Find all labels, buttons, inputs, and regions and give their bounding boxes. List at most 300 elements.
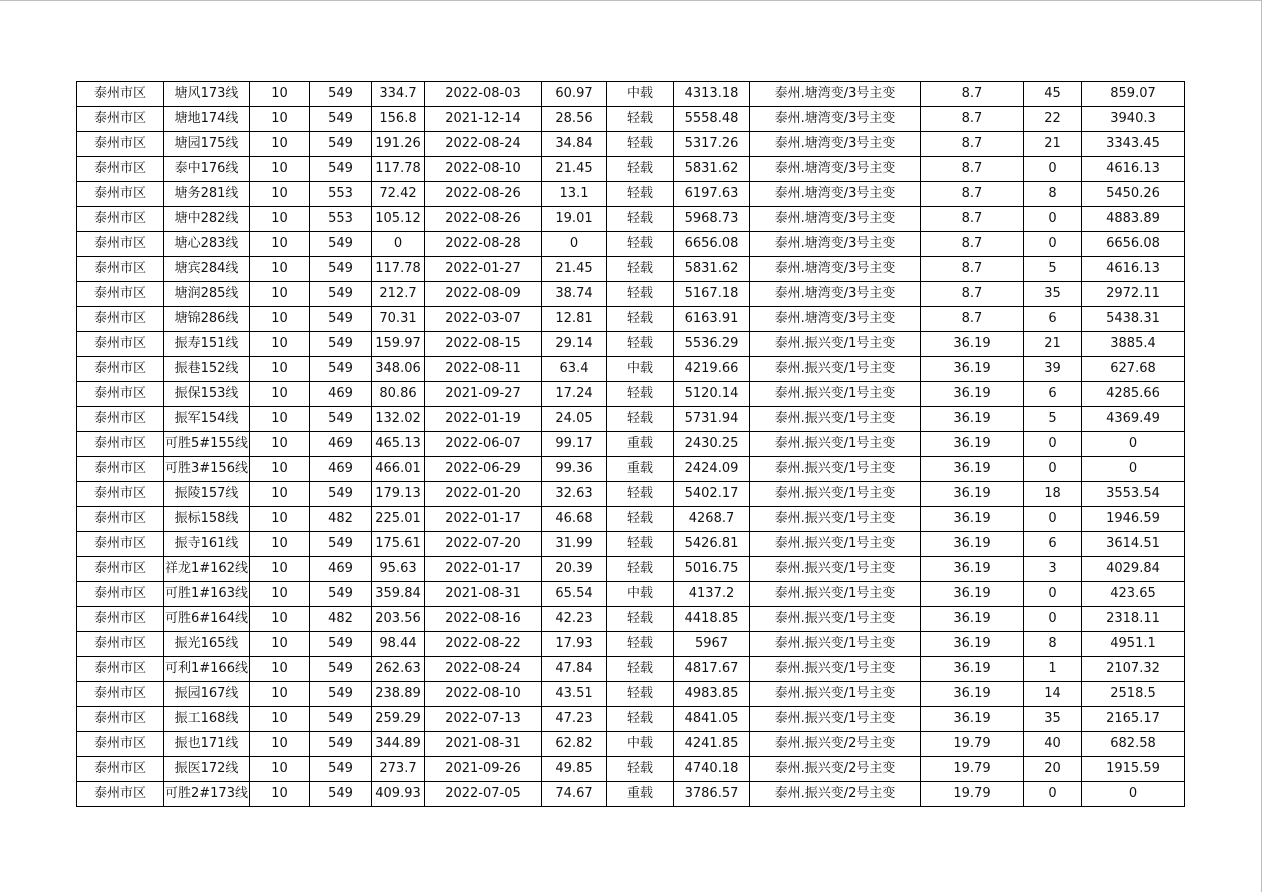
cell-date: 2022-07-13 — [425, 707, 542, 732]
cell-date: 2022-08-15 — [425, 332, 542, 357]
cell-load-rate: 29.14 — [542, 332, 607, 357]
cell-current: 273.7 — [372, 757, 425, 782]
cell-area: 泰州市区 — [77, 582, 164, 607]
cell-load-rate: 21.45 — [542, 157, 607, 182]
cell-remaining-capacity: 4369.49 — [1082, 407, 1185, 432]
cell-rated-current: 549 — [310, 482, 372, 507]
cell-date: 2022-08-03 — [425, 82, 542, 107]
cell-date: 2022-08-16 — [425, 607, 542, 632]
cell-load-status: 轻载 — [607, 307, 674, 332]
cell-load-rate: 60.97 — [542, 82, 607, 107]
cell-available-capacity: 4137.2 — [674, 582, 750, 607]
cell-voltage: 10 — [250, 232, 310, 257]
cell-transformer-value: 19.79 — [921, 732, 1024, 757]
cell-area: 泰州市区 — [77, 82, 164, 107]
cell-remaining-capacity: 0 — [1082, 782, 1185, 807]
cell-transformer-value: 36.19 — [921, 332, 1024, 357]
cell-substation-transformer: 泰州.振兴变/1号主变 — [750, 407, 921, 432]
table-row — [77, 257, 1185, 282]
cell-load-rate: 21.45 — [542, 257, 607, 282]
cell-area: 泰州市区 — [77, 432, 164, 457]
cell-count: 21 — [1024, 132, 1082, 157]
cell-voltage: 10 — [250, 457, 310, 482]
cell-load-status: 中载 — [607, 357, 674, 382]
cell-current: 175.61 — [372, 532, 425, 557]
cell-available-capacity: 5016.75 — [674, 557, 750, 582]
cell-substation-transformer: 泰州.塘湾变/3号主变 — [750, 82, 921, 107]
cell-available-capacity: 6656.08 — [674, 232, 750, 257]
table-row — [77, 307, 1185, 332]
cell-voltage: 10 — [250, 782, 310, 807]
cell-remaining-capacity: 859.07 — [1082, 82, 1185, 107]
cell-area: 泰州市区 — [77, 757, 164, 782]
cell-line-name: 塘园175线 — [164, 132, 250, 157]
cell-current: 225.01 — [372, 507, 425, 532]
cell-load-status: 轻载 — [607, 607, 674, 632]
cell-area: 泰州市区 — [77, 682, 164, 707]
cell-current: 117.78 — [372, 257, 425, 282]
cell-line-name: 塘风173线 — [164, 82, 250, 107]
cell-substation-transformer: 泰州.振兴变/1号主变 — [750, 457, 921, 482]
cell-count: 14 — [1024, 682, 1082, 707]
cell-substation-transformer: 泰州.塘湾变/3号主变 — [750, 257, 921, 282]
cell-current: 95.63 — [372, 557, 425, 582]
cell-available-capacity: 5317.26 — [674, 132, 750, 157]
cell-current: 191.26 — [372, 132, 425, 157]
cell-area: 泰州市区 — [77, 532, 164, 557]
cell-voltage: 10 — [250, 582, 310, 607]
cell-transformer-value: 8.7 — [921, 182, 1024, 207]
cell-load-rate: 17.93 — [542, 632, 607, 657]
cell-current: 179.13 — [372, 482, 425, 507]
cell-voltage: 10 — [250, 382, 310, 407]
cell-voltage: 10 — [250, 732, 310, 757]
cell-load-rate: 63.4 — [542, 357, 607, 382]
cell-rated-current: 549 — [310, 307, 372, 332]
cell-current: 466.01 — [372, 457, 425, 482]
cell-available-capacity: 4268.7 — [674, 507, 750, 532]
cell-rated-current: 549 — [310, 357, 372, 382]
cell-remaining-capacity: 5438.31 — [1082, 307, 1185, 332]
cell-current: 70.31 — [372, 307, 425, 332]
cell-available-capacity: 4418.85 — [674, 607, 750, 632]
cell-voltage: 10 — [250, 557, 310, 582]
cell-count: 39 — [1024, 357, 1082, 382]
cell-date: 2021-09-27 — [425, 382, 542, 407]
cell-area: 泰州市区 — [77, 632, 164, 657]
cell-available-capacity: 5402.17 — [674, 482, 750, 507]
table-row — [77, 207, 1185, 232]
cell-load-rate: 17.24 — [542, 382, 607, 407]
cell-voltage: 10 — [250, 257, 310, 282]
cell-load-status: 轻载 — [607, 757, 674, 782]
cell-load-rate: 31.99 — [542, 532, 607, 557]
cell-current: 98.44 — [372, 632, 425, 657]
cell-voltage: 10 — [250, 632, 310, 657]
cell-load-status: 轻载 — [607, 157, 674, 182]
cell-substation-transformer: 泰州.振兴变/2号主变 — [750, 732, 921, 757]
cell-remaining-capacity: 4616.13 — [1082, 157, 1185, 182]
cell-line-name: 塘务281线 — [164, 182, 250, 207]
cell-date: 2022-08-28 — [425, 232, 542, 257]
cell-load-rate: 0 — [542, 232, 607, 257]
cell-line-name: 振园167线 — [164, 682, 250, 707]
cell-count: 0 — [1024, 782, 1082, 807]
cell-count: 0 — [1024, 232, 1082, 257]
page-edge-top — [0, 0, 1262, 1]
cell-area: 泰州市区 — [77, 107, 164, 132]
cell-substation-transformer: 泰州.振兴变/2号主变 — [750, 757, 921, 782]
table-row — [77, 432, 1185, 457]
cell-load-rate: 34.84 — [542, 132, 607, 157]
cell-line-name: 振工168线 — [164, 707, 250, 732]
cell-count: 22 — [1024, 107, 1082, 132]
cell-rated-current: 549 — [310, 582, 372, 607]
cell-substation-transformer: 泰州.振兴变/1号主变 — [750, 632, 921, 657]
cell-area: 泰州市区 — [77, 132, 164, 157]
cell-load-status: 轻载 — [607, 632, 674, 657]
cell-load-status: 轻载 — [607, 657, 674, 682]
cell-count: 6 — [1024, 532, 1082, 557]
table-row — [77, 157, 1185, 182]
cell-count: 0 — [1024, 507, 1082, 532]
cell-transformer-value: 36.19 — [921, 482, 1024, 507]
cell-load-status: 轻载 — [607, 532, 674, 557]
table-row — [77, 407, 1185, 432]
cell-remaining-capacity: 2107.32 — [1082, 657, 1185, 682]
cell-area: 泰州市区 — [77, 482, 164, 507]
cell-load-status: 重载 — [607, 782, 674, 807]
cell-available-capacity: 3786.57 — [674, 782, 750, 807]
cell-area: 泰州市区 — [77, 657, 164, 682]
table-row — [77, 282, 1185, 307]
cell-date: 2022-08-26 — [425, 182, 542, 207]
cell-available-capacity: 5831.62 — [674, 157, 750, 182]
cell-available-capacity: 5167.18 — [674, 282, 750, 307]
cell-voltage: 10 — [250, 657, 310, 682]
cell-load-rate: 99.17 — [542, 432, 607, 457]
cell-available-capacity: 5426.81 — [674, 532, 750, 557]
cell-count: 40 — [1024, 732, 1082, 757]
cell-count: 0 — [1024, 157, 1082, 182]
cell-area: 泰州市区 — [77, 507, 164, 532]
cell-load-rate: 19.01 — [542, 207, 607, 232]
table-row — [77, 707, 1185, 732]
cell-current: 334.7 — [372, 82, 425, 107]
cell-available-capacity: 2424.09 — [674, 457, 750, 482]
cell-voltage: 10 — [250, 507, 310, 532]
table-row — [77, 532, 1185, 557]
cell-load-status: 轻载 — [607, 232, 674, 257]
cell-load-rate: 47.23 — [542, 707, 607, 732]
cell-current: 238.89 — [372, 682, 425, 707]
cell-load-rate: 46.68 — [542, 507, 607, 532]
cell-remaining-capacity: 1915.59 — [1082, 757, 1185, 782]
cell-available-capacity: 6163.91 — [674, 307, 750, 332]
cell-count: 45 — [1024, 82, 1082, 107]
cell-available-capacity: 5968.73 — [674, 207, 750, 232]
cell-remaining-capacity: 0 — [1082, 432, 1185, 457]
cell-date: 2022-07-05 — [425, 782, 542, 807]
cell-area: 泰州市区 — [77, 207, 164, 232]
table-row — [77, 232, 1185, 257]
cell-transformer-value: 36.19 — [921, 657, 1024, 682]
cell-current: 203.56 — [372, 607, 425, 632]
cell-load-status: 轻载 — [607, 707, 674, 732]
cell-voltage: 10 — [250, 132, 310, 157]
cell-voltage: 10 — [250, 707, 310, 732]
cell-line-name: 振标158线 — [164, 507, 250, 532]
cell-current: 212.7 — [372, 282, 425, 307]
cell-rated-current: 549 — [310, 732, 372, 757]
cell-remaining-capacity: 3885.4 — [1082, 332, 1185, 357]
table-row — [77, 457, 1185, 482]
cell-line-name: 塘宾284线 — [164, 257, 250, 282]
cell-load-rate: 43.51 — [542, 682, 607, 707]
cell-substation-transformer: 泰州.塘湾变/3号主变 — [750, 132, 921, 157]
cell-rated-current: 549 — [310, 107, 372, 132]
cell-transformer-value: 8.7 — [921, 82, 1024, 107]
cell-substation-transformer: 泰州.振兴变/2号主变 — [750, 782, 921, 807]
cell-rated-current: 469 — [310, 457, 372, 482]
cell-substation-transformer: 泰州.振兴变/1号主变 — [750, 582, 921, 607]
cell-rated-current: 549 — [310, 632, 372, 657]
cell-load-rate: 42.23 — [542, 607, 607, 632]
cell-date: 2022-06-29 — [425, 457, 542, 482]
cell-transformer-value: 36.19 — [921, 407, 1024, 432]
cell-current: 105.12 — [372, 207, 425, 232]
cell-remaining-capacity: 3553.54 — [1082, 482, 1185, 507]
table-row — [77, 782, 1185, 807]
cell-line-name: 塘中282线 — [164, 207, 250, 232]
cell-transformer-value: 36.19 — [921, 557, 1024, 582]
cell-voltage: 10 — [250, 432, 310, 457]
cell-load-rate: 12.81 — [542, 307, 607, 332]
cell-substation-transformer: 泰州.塘湾变/3号主变 — [750, 282, 921, 307]
cell-date: 2021-08-31 — [425, 582, 542, 607]
table-row — [77, 482, 1185, 507]
cell-load-status: 轻载 — [607, 132, 674, 157]
cell-transformer-value: 36.19 — [921, 357, 1024, 382]
cell-load-rate: 24.05 — [542, 407, 607, 432]
cell-rated-current: 549 — [310, 757, 372, 782]
cell-voltage: 10 — [250, 332, 310, 357]
cell-line-name: 振寺161线 — [164, 532, 250, 557]
cell-date: 2021-12-14 — [425, 107, 542, 132]
cell-load-status: 轻载 — [607, 407, 674, 432]
cell-area: 泰州市区 — [77, 732, 164, 757]
table-row — [77, 632, 1185, 657]
cell-count: 0 — [1024, 607, 1082, 632]
table-body — [77, 82, 1185, 807]
cell-remaining-capacity: 4285.66 — [1082, 382, 1185, 407]
cell-load-rate: 65.54 — [542, 582, 607, 607]
table-row — [77, 582, 1185, 607]
cell-load-status: 轻载 — [607, 107, 674, 132]
cell-date: 2022-08-09 — [425, 282, 542, 307]
cell-available-capacity: 5120.14 — [674, 382, 750, 407]
cell-rated-current: 482 — [310, 507, 372, 532]
cell-load-status: 轻载 — [607, 332, 674, 357]
cell-remaining-capacity: 1946.59 — [1082, 507, 1185, 532]
cell-load-status: 中载 — [607, 82, 674, 107]
cell-remaining-capacity: 627.68 — [1082, 357, 1185, 382]
cell-area: 泰州市区 — [77, 407, 164, 432]
cell-current: 80.86 — [372, 382, 425, 407]
cell-load-rate: 38.74 — [542, 282, 607, 307]
cell-count: 0 — [1024, 432, 1082, 457]
cell-load-rate: 32.63 — [542, 482, 607, 507]
cell-load-rate: 28.56 — [542, 107, 607, 132]
cell-load-rate: 47.84 — [542, 657, 607, 682]
cell-current: 156.8 — [372, 107, 425, 132]
cell-remaining-capacity: 2518.5 — [1082, 682, 1185, 707]
cell-rated-current: 549 — [310, 157, 372, 182]
cell-transformer-value: 8.7 — [921, 282, 1024, 307]
cell-substation-transformer: 泰州.振兴变/1号主变 — [750, 482, 921, 507]
cell-substation-transformer: 泰州.振兴变/1号主变 — [750, 532, 921, 557]
cell-rated-current: 549 — [310, 707, 372, 732]
cell-substation-transformer: 泰州.振兴变/1号主变 — [750, 432, 921, 457]
cell-area: 泰州市区 — [77, 182, 164, 207]
table-row — [77, 507, 1185, 532]
cell-available-capacity: 4740.18 — [674, 757, 750, 782]
cell-count: 35 — [1024, 707, 1082, 732]
cell-load-rate: 62.82 — [542, 732, 607, 757]
table-row — [77, 332, 1185, 357]
cell-current: 117.78 — [372, 157, 425, 182]
cell-remaining-capacity: 5450.26 — [1082, 182, 1185, 207]
table-row — [77, 132, 1185, 157]
cell-line-name: 振巷152线 — [164, 357, 250, 382]
cell-substation-transformer: 泰州.振兴变/1号主变 — [750, 557, 921, 582]
cell-voltage: 10 — [250, 407, 310, 432]
cell-substation-transformer: 泰州.振兴变/1号主变 — [750, 657, 921, 682]
cell-area: 泰州市区 — [77, 357, 164, 382]
cell-rated-current: 469 — [310, 382, 372, 407]
cell-available-capacity: 4817.67 — [674, 657, 750, 682]
cell-date: 2022-01-20 — [425, 482, 542, 507]
table-row — [77, 357, 1185, 382]
cell-current: 72.42 — [372, 182, 425, 207]
cell-current: 0 — [372, 232, 425, 257]
cell-date: 2022-08-10 — [425, 157, 542, 182]
cell-transformer-value: 8.7 — [921, 307, 1024, 332]
cell-available-capacity: 4219.66 — [674, 357, 750, 382]
cell-remaining-capacity: 3940.3 — [1082, 107, 1185, 132]
cell-load-status: 轻载 — [607, 207, 674, 232]
cell-area: 泰州市区 — [77, 232, 164, 257]
cell-load-rate: 99.36 — [542, 457, 607, 482]
cell-load-status: 轻载 — [607, 382, 674, 407]
cell-substation-transformer: 泰州.塘湾变/3号主变 — [750, 307, 921, 332]
cell-rated-current: 549 — [310, 407, 372, 432]
cell-line-name: 塘地174线 — [164, 107, 250, 132]
cell-load-status: 轻载 — [607, 557, 674, 582]
cell-remaining-capacity: 3614.51 — [1082, 532, 1185, 557]
cell-available-capacity: 2430.25 — [674, 432, 750, 457]
cell-transformer-value: 8.7 — [921, 107, 1024, 132]
cell-transformer-value: 8.7 — [921, 132, 1024, 157]
cell-remaining-capacity: 4616.13 — [1082, 257, 1185, 282]
cell-count: 6 — [1024, 382, 1082, 407]
cell-substation-transformer: 泰州.振兴变/1号主变 — [750, 707, 921, 732]
cell-rated-current: 549 — [310, 132, 372, 157]
cell-line-name: 振陵157线 — [164, 482, 250, 507]
cell-count: 8 — [1024, 632, 1082, 657]
cell-date: 2022-01-27 — [425, 257, 542, 282]
cell-substation-transformer: 泰州.振兴变/1号主变 — [750, 507, 921, 532]
cell-available-capacity: 5731.94 — [674, 407, 750, 432]
cell-transformer-value: 19.79 — [921, 782, 1024, 807]
cell-remaining-capacity: 2318.11 — [1082, 607, 1185, 632]
cell-rated-current: 549 — [310, 232, 372, 257]
cell-available-capacity: 5831.62 — [674, 257, 750, 282]
cell-transformer-value: 8.7 — [921, 157, 1024, 182]
cell-load-status: 中载 — [607, 732, 674, 757]
cell-count: 0 — [1024, 457, 1082, 482]
cell-substation-transformer: 泰州.塘湾变/3号主变 — [750, 182, 921, 207]
cell-substation-transformer: 泰州.振兴变/1号主变 — [750, 607, 921, 632]
cell-load-status: 轻载 — [607, 507, 674, 532]
cell-count: 5 — [1024, 257, 1082, 282]
cell-rated-current: 549 — [310, 332, 372, 357]
cell-transformer-value: 8.7 — [921, 257, 1024, 282]
cell-substation-transformer: 泰州.塘湾变/3号主变 — [750, 107, 921, 132]
cell-count: 5 — [1024, 407, 1082, 432]
cell-voltage: 10 — [250, 607, 310, 632]
cell-count: 20 — [1024, 757, 1082, 782]
cell-line-name: 可胜5#155线 — [164, 432, 250, 457]
cell-line-name: 振也171线 — [164, 732, 250, 757]
cell-line-name: 可胜2#173线 — [164, 782, 250, 807]
cell-transformer-value: 36.19 — [921, 432, 1024, 457]
cell-rated-current: 469 — [310, 557, 372, 582]
cell-line-name: 振军154线 — [164, 407, 250, 432]
cell-area: 泰州市区 — [77, 707, 164, 732]
cell-transformer-value: 36.19 — [921, 682, 1024, 707]
cell-remaining-capacity: 4883.89 — [1082, 207, 1185, 232]
cell-available-capacity: 4983.85 — [674, 682, 750, 707]
cell-current: 159.97 — [372, 332, 425, 357]
cell-line-name: 可胜3#156线 — [164, 457, 250, 482]
cell-area: 泰州市区 — [77, 782, 164, 807]
cell-line-name: 可胜1#163线 — [164, 582, 250, 607]
cell-transformer-value: 8.7 — [921, 207, 1024, 232]
cell-area: 泰州市区 — [77, 557, 164, 582]
cell-line-name: 振医172线 — [164, 757, 250, 782]
cell-date: 2022-03-07 — [425, 307, 542, 332]
table-row — [77, 682, 1185, 707]
cell-voltage: 10 — [250, 757, 310, 782]
cell-transformer-value: 36.19 — [921, 707, 1024, 732]
cell-line-name: 泰中176线 — [164, 157, 250, 182]
cell-date: 2022-01-19 — [425, 407, 542, 432]
cell-remaining-capacity: 4029.84 — [1082, 557, 1185, 582]
cell-line-name: 塘润285线 — [164, 282, 250, 307]
cell-available-capacity: 5536.29 — [674, 332, 750, 357]
cell-area: 泰州市区 — [77, 307, 164, 332]
cell-transformer-value: 36.19 — [921, 607, 1024, 632]
cell-voltage: 10 — [250, 282, 310, 307]
cell-remaining-capacity: 2972.11 — [1082, 282, 1185, 307]
cell-substation-transformer: 泰州.塘湾变/3号主变 — [750, 157, 921, 182]
cell-load-status: 重载 — [607, 432, 674, 457]
table-row — [77, 607, 1185, 632]
cell-current: 465.13 — [372, 432, 425, 457]
cell-line-name: 振光165线 — [164, 632, 250, 657]
cell-rated-current: 549 — [310, 82, 372, 107]
